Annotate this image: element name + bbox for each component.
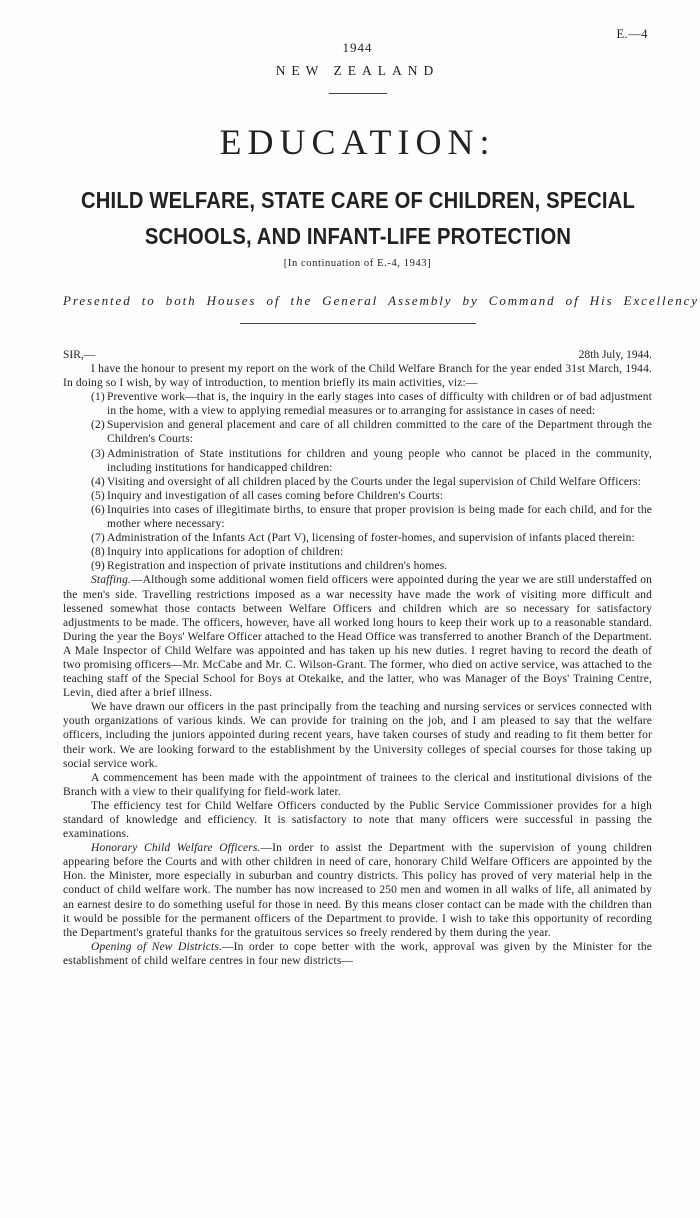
continuation-note: [In continuation of E.-4, 1943] [283,258,432,269]
paragraph-heading: Opening of New Districts. [91,940,223,953]
list-item: (2) Supervision and general placement and care of all children committed to the care of the Department through the Children's Courts: [91,419,652,446]
letter-date: 28th July, 1944. [578,349,652,361]
paragraph-heading: Staffing. [91,574,132,587]
paragraph-staffing: Staffing.—Although some additional women field officers were appointed during the year we are still understaffed on the men's side. Travelling restrictions imposed as a war necessity have made the work of visiting more difficult and lessened somewhat those contacts between Welfare Officers and children which are so necessary for satisfactory adjustments to be made. The officers, however, have all worked long hours to keep their work up to a reasonable standard. During the year the Boys' Welfare Officer attached to the Head Office was transferred to another Branch of the Department. A Male Inspector of Child Welfare was appointed and has taken up his new duties. I regret having to record the death of two promising officers—Mr. McCabe and Mr. C. Wilson-Grant. The former, who died on active service, was attached to the teaching staff of the Special School for Boys at Otekaike, and the latter, who was Manager of the Boys' Training Centre, Levin, died after a brief illness. [63,574,652,700]
intro-paragraph: I have the honour to present my report on the work of the Child Welfare Branch for the year ended 31st March, 1944. In doing so I wish, by way of introduction, to mention briefly its main activities, viz:— [63,363,652,390]
list-item: (4) Visiting and oversight of all children placed by the Courts under the legal supervision of Child Welfare Officers: [91,475,642,488]
presented-line: Presented to both Houses of the General Assembly by Command of His Excellency [63,293,699,308]
salutation: SIR,— [63,349,96,361]
list-item: (5) Inquiry and investigation of all cases coming before Children's Courts: [91,489,444,502]
letter-body [63,362,652,968]
list-item: (1) Preventive work—that is, the inquiry in the early stages into cases of difficulty with children or of bad adjustment in the home, with a view to applying remedial measures or to arranging for assistance in cases of need: [91,391,652,418]
list-item: (3) Administration of State institutions for children and young people who cannot be placed in the community, including institutions for handicapped children: [91,447,652,474]
list-item: (8) Inquiry into applications for adoption of children: [91,546,344,559]
subtitle: CHILD WELFARE, STATE CARE OF CHILDREN, SPECIAL SCHOOLS, AND INFANT-LIFE PROTECTION [81,187,635,249]
country-name: NEW ZEALAND [275,63,440,78]
paragraph-efficiency: The efficiency test for Child Welfare Officers conducted by the Public Service Commissioner provides for a high standard of knowledge and efficiency. It is satisfactory to note that many officers were successful in passing the examinations. [63,799,652,841]
activities-list [63,390,652,573]
paragraph-heading: Honorary Child Welfare Officers. [91,842,261,855]
document-year: 1944 [342,40,373,55]
paragraph-honorary-officers: Honorary Child Welfare Officers.—In order to assist the Department with the supervision of young children appearing before the Courts and with other children in need of care, honorary Child Welfare Officers are appointed by the Hon. the Minister, more especially in suburban and country districts. This policy has proved of very material help in the conduct of child welfare work. The number has now increased to 250 men and women in all walks of life, all animated by an earnest desire to do something useful for those in need. By this means closer contact can be made with the children than it would be possible for the permanent officers of the Department to provide. I wish to take this opportunity of recording the Department's grateful thanks for the gratuitous services so freely rendered by them during the year. [63,842,652,939]
list-item: (7) Administration of the Infants Act (Part V), licensing of foster-homes, and supervision of infants placed therein: [91,532,635,545]
salutation-row [63,348,652,362]
list-item: (9) Registration and inspection of private institutions and children's homes. [91,560,448,573]
document-reference: E.—4 [616,27,648,41]
paragraph-training: We have drawn our officers in the past principally from the teaching and nursing services or services connected with youth organizations of various kinds. We can provide for training on the job, and I am pleased to say that the welfare officers, including the juniors appointed during recent years, have taken courses of study and reading to fit them better for their work. We are looking forward to the establishment by the University colleges of special courses for those taking up social service work. [63,701,652,770]
list-item: (6) Inquiries into cases of illegitimate births, to ensure that proper provision is being made for each child, and for the mother where necessary: [91,503,652,531]
divider [329,93,387,94]
main-title: EDUCATION: [219,122,496,162]
paragraph-new-districts: Opening of New Districts.—In order to cope better with the work, approval was given by the Minister for the establishment of child welfare centres in four new districts— [63,940,652,967]
paragraph-trainees: A commencement has been made with the appointment of trainees to the clerical and institutional divisions of the Branch with a view to their qualifying for field-work later. [63,771,652,798]
divider [240,323,476,324]
